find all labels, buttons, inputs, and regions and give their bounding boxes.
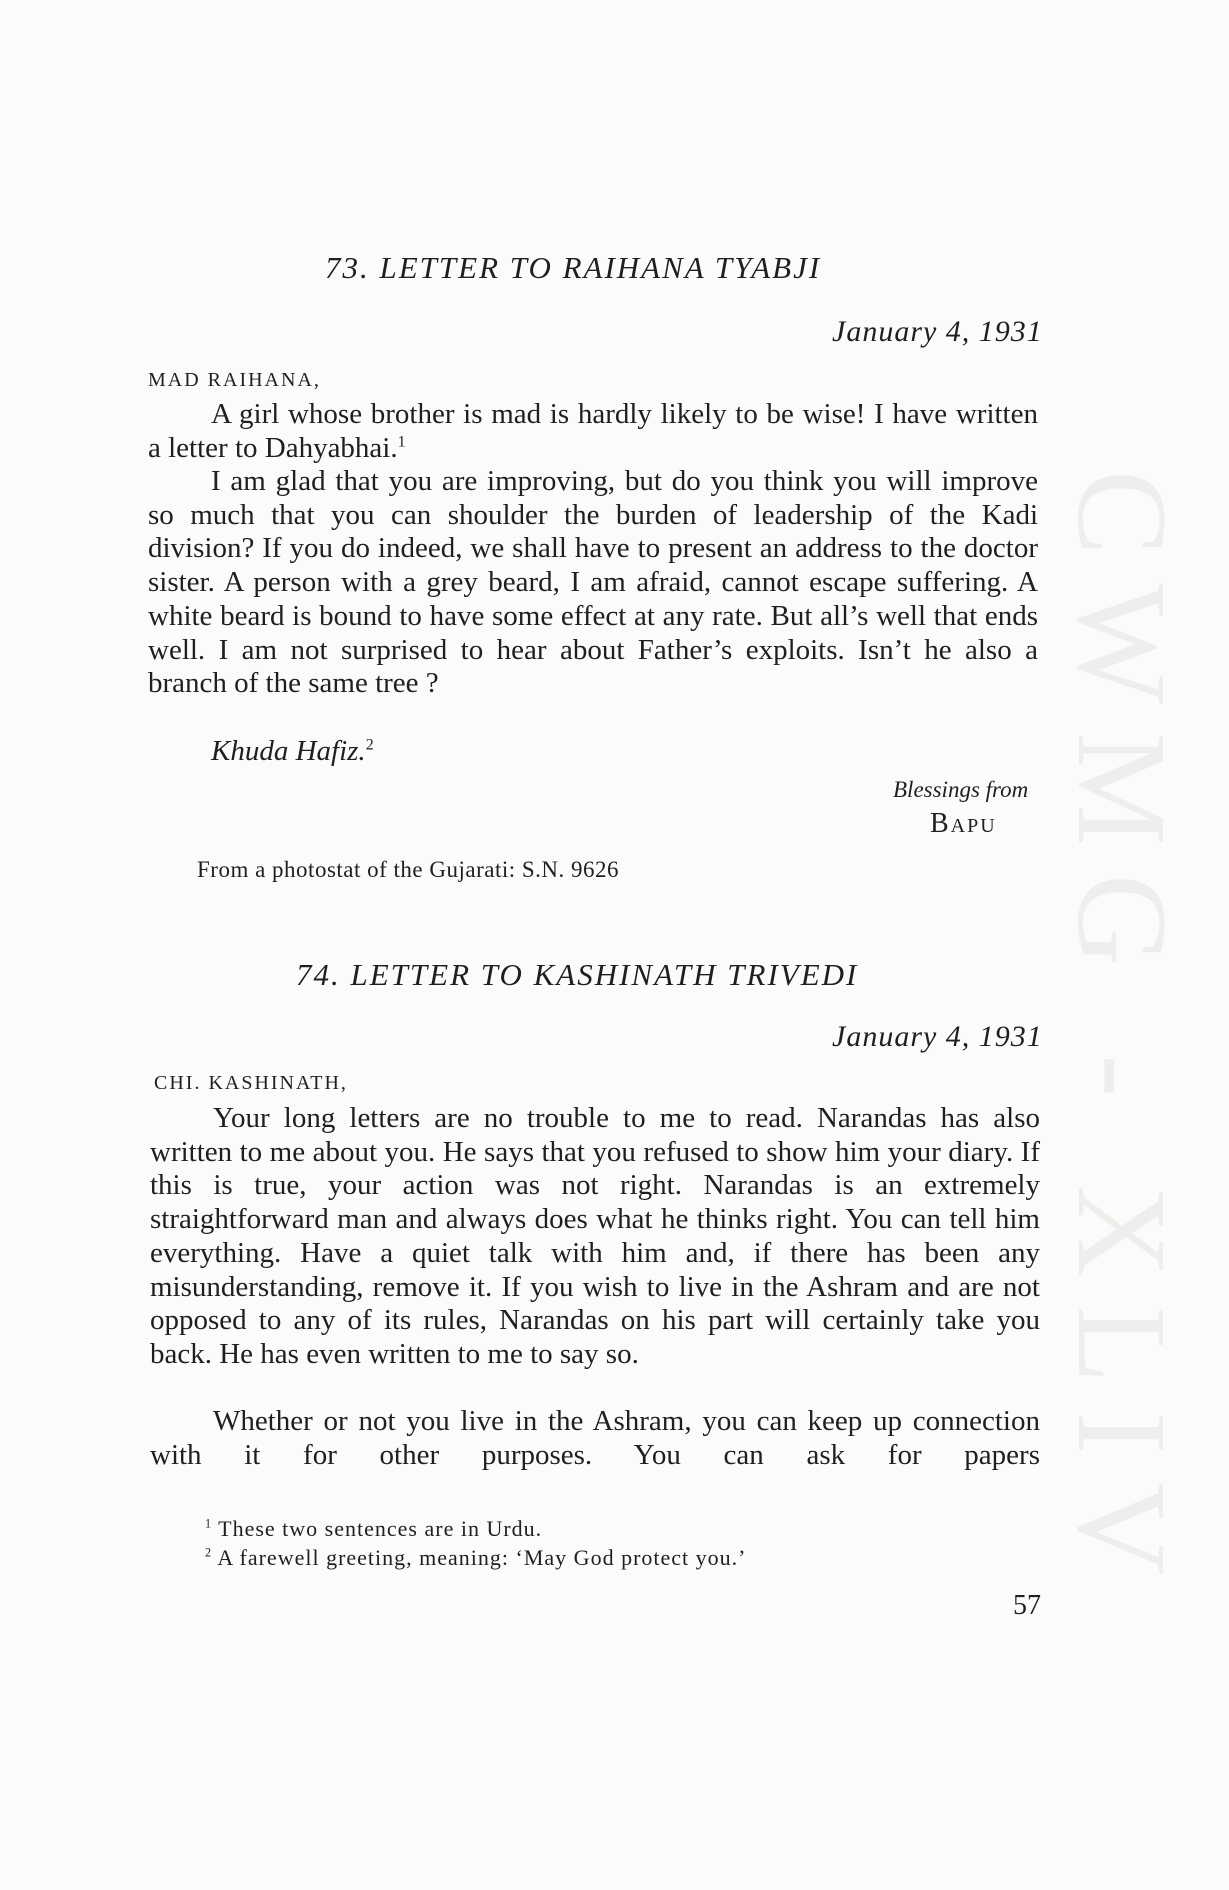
letter-73-blessing: Blessings from (893, 777, 1029, 802)
footnote-number: 2 (205, 1545, 213, 1560)
letter-74-paragraph-2: Whether or not you live in the Ashram, you can keep up connection with it for other purposes. You can ask for papers (150, 1405, 1040, 1471)
letter-73-title: 73. LETTER TO RAIHANA TYABJI (325, 250, 822, 285)
footnote-2: $^2$ A farewell greeting, meaning: ‘May God protect you.’ (205, 1545, 747, 1570)
letter-73-source: From a photostat of the Gujarati: S.N. 9626 (197, 857, 620, 882)
letter-74-date: January 4, 1931 (832, 1020, 1043, 1053)
footnote-1: $^1$ These two sentences are in Urdu. (205, 1516, 543, 1541)
footnote-number: 1 (205, 1516, 213, 1531)
letter-74-salutation: CHI. KASHINATH, (154, 1072, 348, 1094)
footnote-ref-1: 1 (397, 433, 406, 451)
letter-73-paragraph-1: A girl whose brother is mad is hardly likely to be wise! I have written a letter to Dahyabhai.$^1$ (148, 398, 1038, 464)
letter-73-salutation: MAD RAIHANA, (148, 369, 321, 391)
watermark: CWMG - XLIV (1051, 470, 1193, 1603)
letter-73-paragraph-2: I am glad that you are improving, but do you think you will improve so much that you can shoulder the burden of leadership of the Kadi division? If you do indeed, we shall have to present an address to the doctor sister. A person with a grey beard, I am afraid, cannot escape suffering. A white beard is bound to have some effect at any rate. But all’s well that ends well. I am not surprised to hear about Father’s exploits. Isn’t he also a branch of the same tree ? (148, 465, 1038, 700)
letter-74-paragraph-1: Your long letters are no trouble to me to read. Narandas has also written to me about you. He says that you refused to show him your diary. If this is true, your action was not right. Narandas is an extremely straightforward man and always does what he thinks right. You can tell him everything. Have a quiet talk with him and, if there has been any misunderstanding, remove it. If you wish to live in the Ashram and are not opposed to any of its rules, Narandas on his part will certainly take you back. He has even written to me to say so. (150, 1102, 1040, 1370)
letter-73-closing: Khuda Hafiz.$^2$ (211, 735, 374, 767)
letter-74-title: 74. LETTER TO KASHINATH TRIVEDI (296, 957, 859, 992)
page-number: 57 (1013, 1590, 1041, 1621)
letter-73-signature: Bapu (930, 808, 997, 839)
footnote-ref-2: 2 (365, 736, 374, 754)
letter-73-date: January 4, 1931 (832, 315, 1043, 348)
